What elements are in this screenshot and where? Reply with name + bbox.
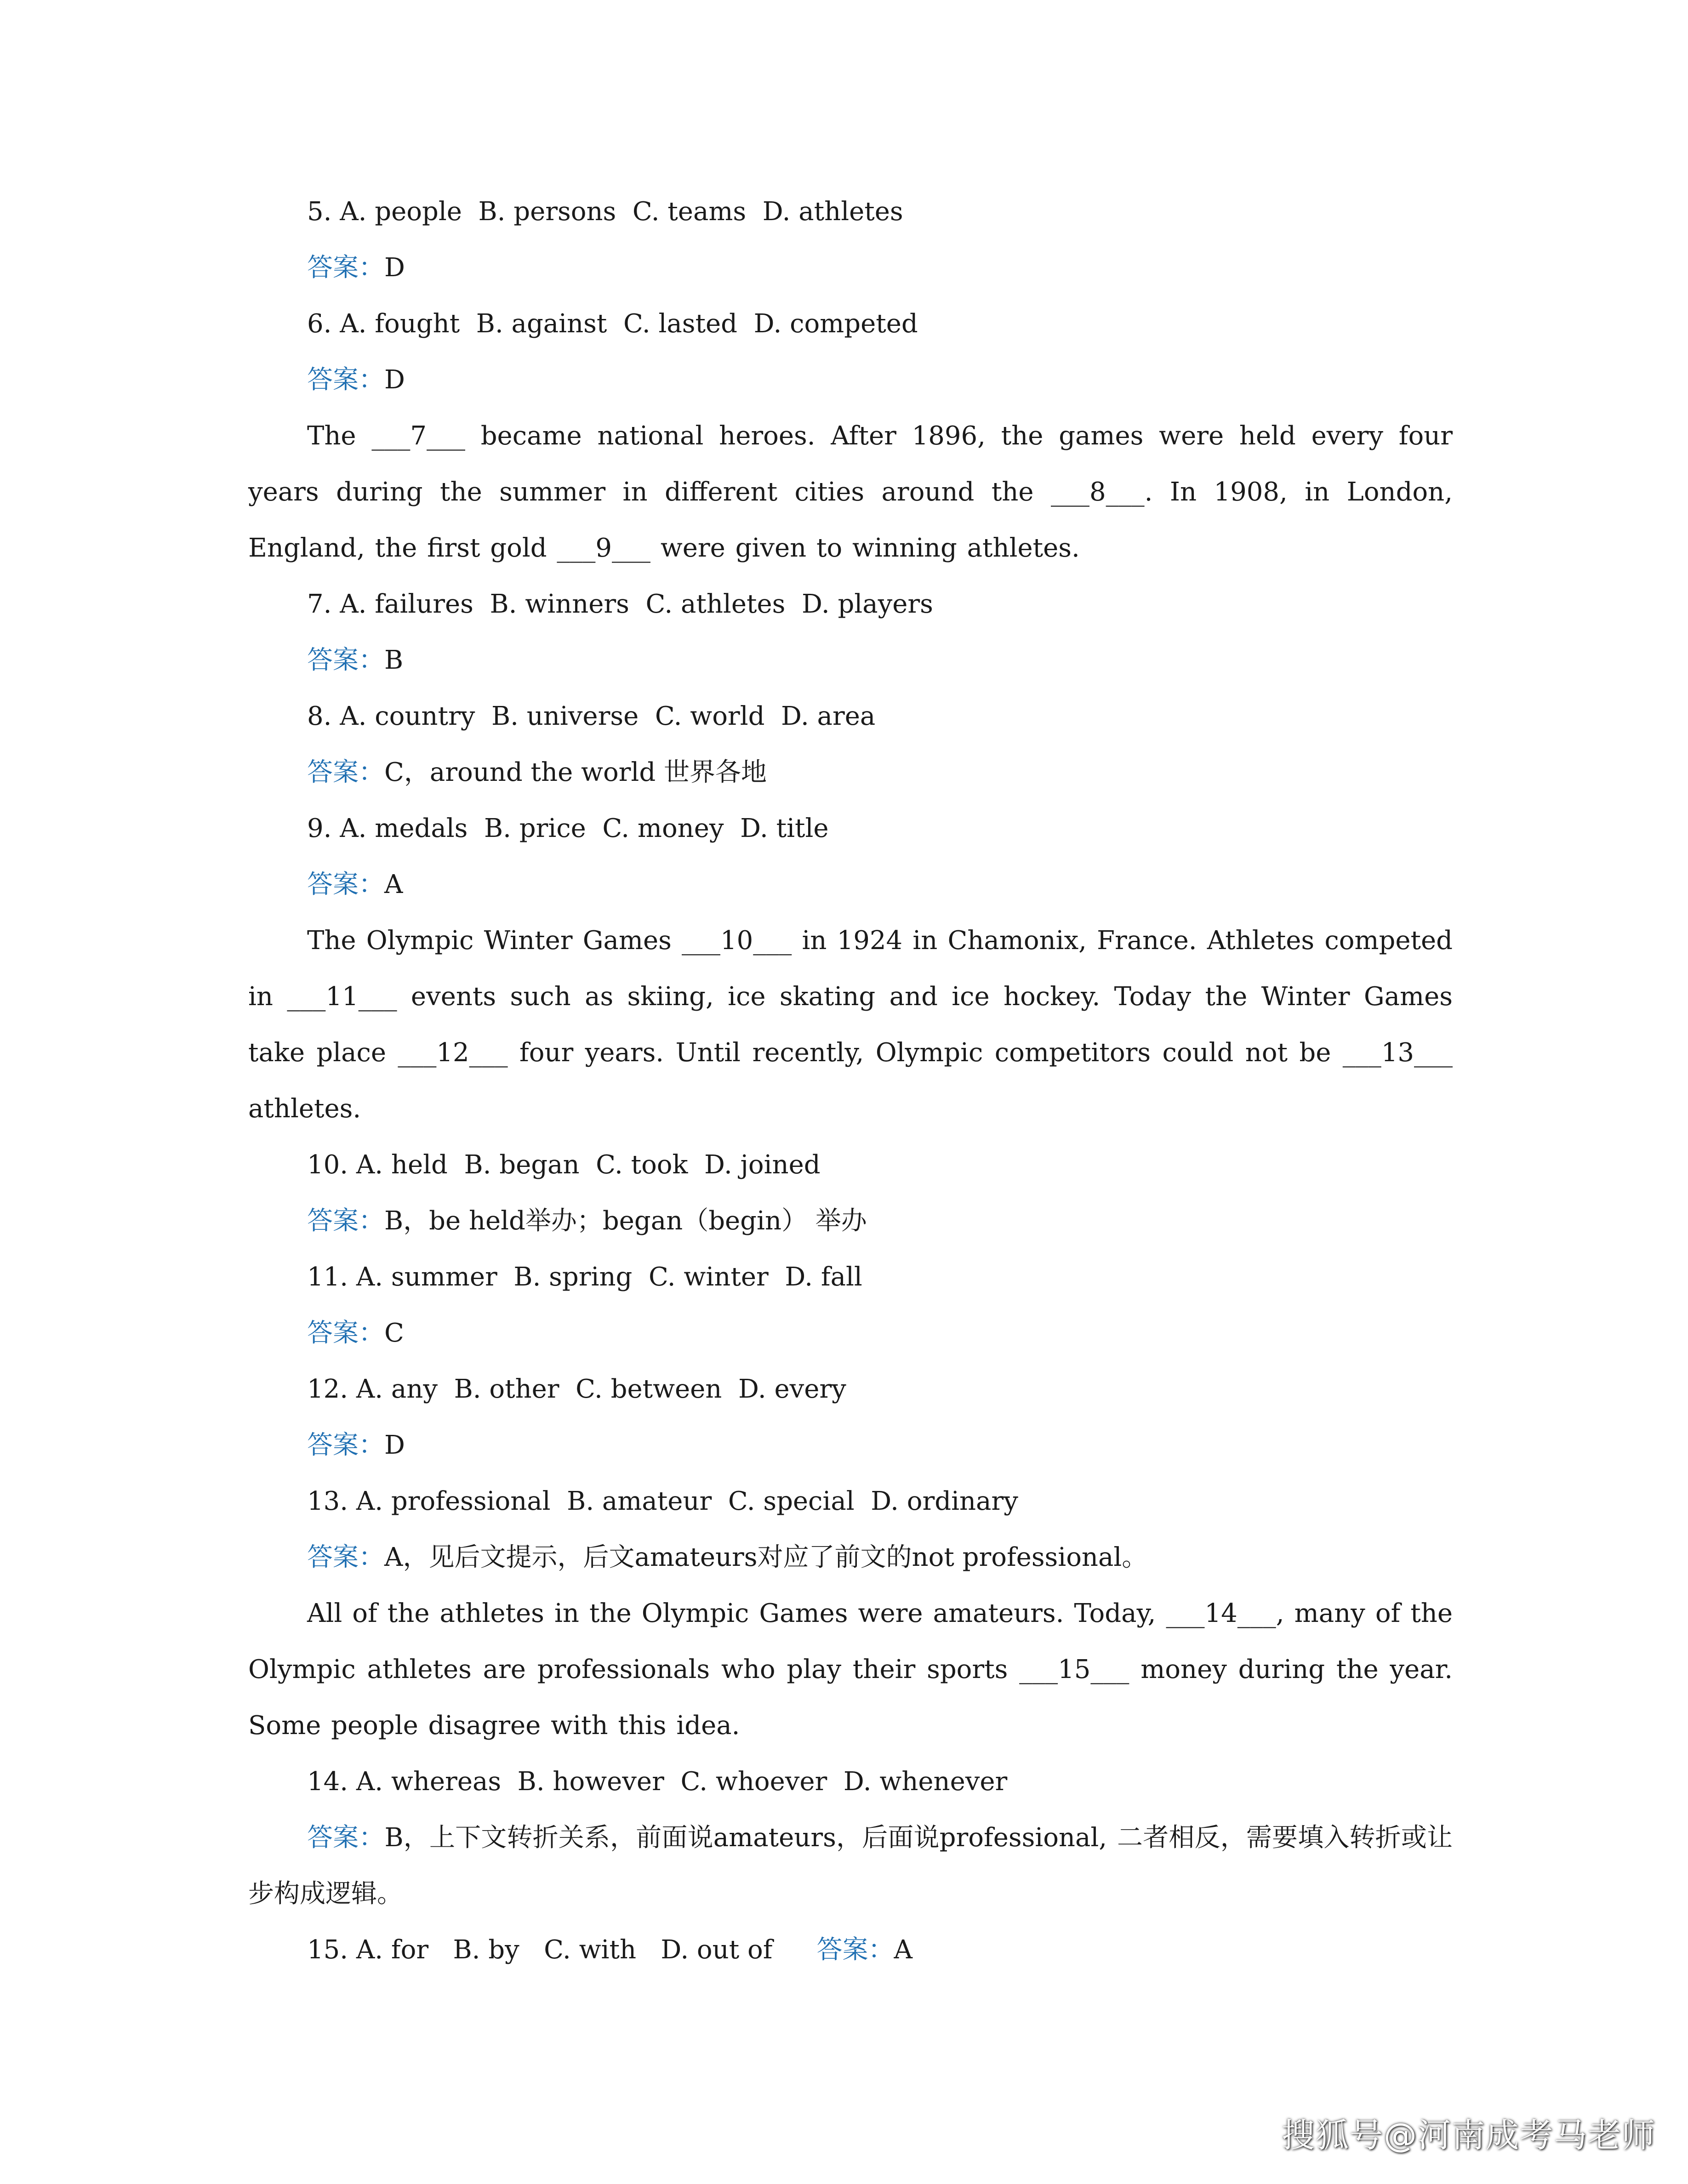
- question-5-options: 5. A. people B. persons C. teams D. athletes: [307, 197, 903, 227]
- answer-label: 答案：: [307, 1823, 385, 1853]
- question-15-options: 15. A. for B. by C. with D. out of 答案：A: [307, 1935, 912, 1965]
- answer-label: 答案：: [307, 1206, 384, 1236]
- passage-paragraph-1: The ___7___ became national heroes. After 1896, the games were held every four years during the summer in different cities around the ___8___. In 1908, in London, England, the first gold ___9___ were given to winning athletes.: [248, 421, 1453, 563]
- question-9-answer: [248, 857, 1453, 913]
- answer-label: 答案：: [816, 1935, 894, 1965]
- question-13-options: 13. A. professional B. amateur C. special D. ordinary: [307, 1486, 1018, 1516]
- question-6-options: 6. A. fought B. against C. lasted D. competed: [307, 309, 918, 339]
- answer-label: 答案：: [307, 645, 384, 675]
- answer-label: 答案：: [307, 1542, 384, 1572]
- answer-text: B，be held举办；began（begin） 举办: [384, 1206, 867, 1236]
- answer-text: A，见后文提示，后文amateurs对应了前文的not professional。: [384, 1542, 1148, 1572]
- document-content: [248, 184, 1453, 1978]
- question-10-answer: [248, 1193, 1453, 1249]
- question-14-answer: [248, 1810, 1453, 1922]
- passage-paragraph-3: All of the athletes in the Olympic Games were amateurs. Today, ___14___, many of the Olympic athletes are professionals who play their sports ___15___ money during the year. Some people disagree with this idea.: [248, 1598, 1453, 1740]
- answer-text: B: [384, 645, 404, 675]
- question-9-options: 9. A. medals B. price C. money D. title: [307, 813, 829, 843]
- answer-text: C: [384, 1318, 404, 1348]
- question-5-answer: [248, 240, 1453, 296]
- answer-text: C，around the world 世界各地: [384, 757, 767, 787]
- watermark: 搜狐号@河南成考马老师: [1281, 2116, 1656, 2155]
- answer-label: 答案：: [307, 365, 384, 395]
- question-10-options: 10. A. held B. began C. took D. joined: [307, 1150, 821, 1180]
- answer-text: D: [384, 365, 405, 395]
- question-12-options: 12. A. any B. other C. between D. every: [307, 1374, 846, 1404]
- question-8-answer: [248, 745, 1453, 801]
- question-14-options: 14. A. whereas B. however C. whoever D. whenever: [307, 1767, 1008, 1797]
- answer-label: 答案：: [307, 253, 384, 283]
- question-7-answer: [248, 632, 1453, 688]
- passage-paragraph-2: The Olympic Winter Games ___10___ in 1924 in Chamonix, France. Athletes competed in ___11___ events such as skiing, ice skating and ice hockey. Today the Winter Games take place ___12___ four years. Until recently, Olympic competitors could not be ___13___ athletes.: [248, 926, 1453, 1124]
- question-12-answer: [248, 1417, 1453, 1473]
- answer-text: D: [384, 1430, 405, 1460]
- question-7-options: 7. A. failures B. winners C. athletes D. players: [307, 589, 933, 619]
- question-6-answer: [248, 352, 1453, 408]
- answer-text: D: [384, 253, 405, 283]
- question-8-options: 8. A. country B. universe C. world D. area: [307, 701, 876, 731]
- answer-label: 答案：: [307, 1318, 384, 1348]
- answer-text: A: [894, 1935, 912, 1965]
- answer-label: 答案：: [307, 1430, 384, 1460]
- answer-label: 答案：: [307, 870, 384, 899]
- answer-label: 答案：: [307, 757, 384, 787]
- answer-text: B，上下文转折关系，前面说amateurs，后面说professional, 二者相反，需要填入转折或让步构成逻辑。: [248, 1823, 1453, 1909]
- question-11-answer: [248, 1305, 1453, 1361]
- answer-text: A: [384, 870, 403, 899]
- question-13-answer: [248, 1530, 1453, 1586]
- question-11-options: 11. A. summer B. spring C. winter D. fall: [307, 1262, 862, 1292]
